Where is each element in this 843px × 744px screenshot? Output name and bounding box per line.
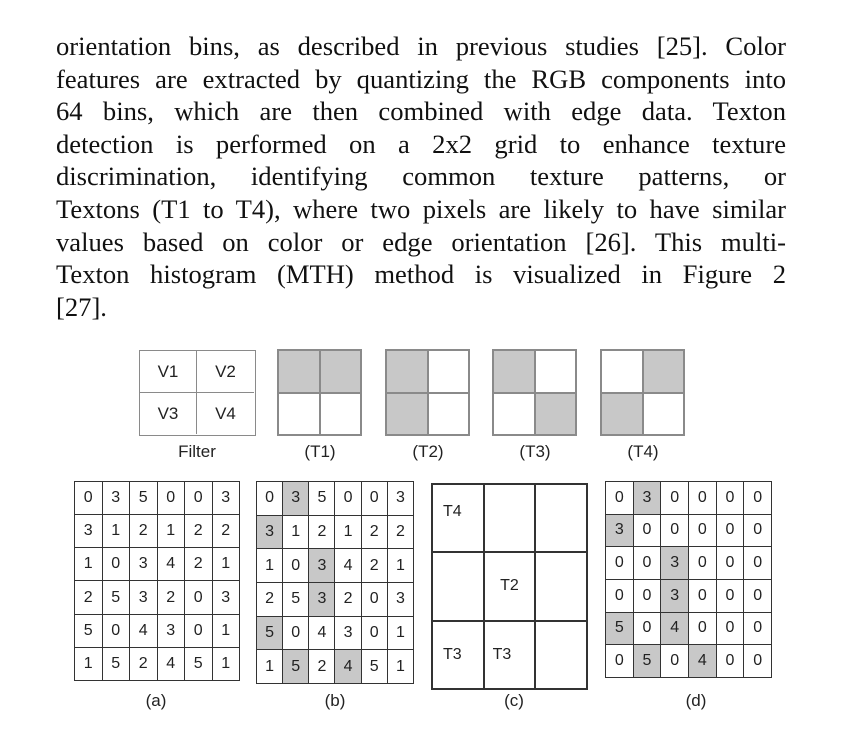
texton-caption: (T3) [519, 442, 551, 461]
texton-quadrant [601, 393, 643, 436]
grid-cell: 5 [283, 582, 309, 616]
grid-cell: 4 [309, 616, 335, 650]
texton-quadrant [278, 350, 320, 393]
grid-cell: 4 [130, 614, 158, 647]
filter-grid [139, 350, 256, 436]
grid-cell: 5 [257, 616, 283, 650]
grid-cell: 0 [633, 514, 661, 547]
grid-cell: 4 [157, 548, 185, 581]
grid-cell: 1 [283, 515, 309, 549]
paragraph-line: [27]. [56, 291, 107, 322]
grid-cell: 0 [688, 547, 716, 580]
grid-cell: 0 [716, 645, 744, 678]
grid-cell: 0 [744, 645, 772, 678]
grid-cell: 1 [75, 548, 103, 581]
grid-cell: 3 [283, 482, 309, 516]
grid-cell: 5 [361, 650, 387, 684]
grid-cell: 3 [102, 482, 130, 515]
grid-c-cell: T3 [432, 621, 484, 689]
texton-quadrant [428, 350, 470, 393]
grid-cell: 3 [661, 547, 689, 580]
grid-cell: 0 [606, 482, 634, 515]
grid-c-cell [484, 484, 536, 552]
grid-row [75, 548, 240, 581]
texton-t4 [600, 349, 685, 436]
grid-cell: 0 [744, 514, 772, 547]
body-paragraph [56, 30, 786, 323]
grid-cell: 2 [130, 647, 158, 680]
grid-b-caption: (b) [324, 691, 346, 710]
grid-cell: 4 [688, 645, 716, 678]
paragraph-line: detection is performed on a 2x2 grid to enhance texture [56, 128, 786, 159]
grid-cell: 0 [361, 616, 387, 650]
grid-cell: 2 [157, 581, 185, 614]
grid-c-cell: T2 [484, 552, 536, 620]
grid-cell: 1 [157, 515, 185, 548]
grid-cell: 1 [75, 647, 103, 680]
grid-cell: 0 [606, 645, 634, 678]
grid-cell: 5 [102, 647, 130, 680]
texton-caption: (T2) [412, 442, 444, 461]
paragraph-line: discrimination, identifying common texture patterns, or [56, 161, 786, 192]
grid-cell: 3 [633, 482, 661, 515]
grid-cell: 3 [130, 581, 158, 614]
grid-cell: 4 [335, 549, 361, 583]
texton-quadrant [278, 393, 320, 436]
texton-t1 [277, 349, 362, 436]
grid-d [605, 481, 772, 678]
texton-quadrant [320, 350, 362, 393]
grid-cell: 2 [335, 582, 361, 616]
texton-quadrant [493, 350, 535, 393]
filter-caption: Filter [178, 442, 216, 461]
grid-cell: 5 [102, 581, 130, 614]
grid-cell: 0 [283, 549, 309, 583]
texton-quadrant [428, 393, 470, 436]
grid-cell: 5 [606, 612, 634, 645]
grid-c-cell [535, 621, 587, 689]
grid-row [257, 582, 414, 616]
grid-cell: 0 [606, 579, 634, 612]
grid-cell: 3 [157, 614, 185, 647]
texton-quadrant [535, 350, 577, 393]
grid-cell: 5 [633, 645, 661, 678]
grid-row [75, 515, 240, 548]
grid-cell: 0 [633, 612, 661, 645]
texton-quadrant [643, 350, 685, 393]
grid-cell: 0 [716, 612, 744, 645]
grid-cell: 0 [688, 514, 716, 547]
grid-cell: 3 [75, 515, 103, 548]
grid-cell: 2 [309, 650, 335, 684]
grid-cell: 1 [257, 549, 283, 583]
paragraph-line: Textons (T1 to T4), where two pixels are likely to have similar [56, 193, 786, 224]
grid-cell: 3 [335, 616, 361, 650]
grid-cell: 5 [309, 482, 335, 516]
grid-cell: 0 [185, 614, 213, 647]
paragraph-line: features are extracted by quantizing the RGB components into [56, 63, 786, 94]
grid-cell: 0 [257, 482, 283, 516]
grid-cell: 3 [257, 515, 283, 549]
grid-cell: 0 [361, 482, 387, 516]
grid-cell: 1 [387, 549, 413, 583]
grid-cell: 0 [688, 579, 716, 612]
grid-cell: 0 [716, 579, 744, 612]
grid-row [257, 515, 414, 549]
grid-cell: 0 [688, 482, 716, 515]
filter-cell: V4 [215, 403, 236, 423]
grid-row [75, 482, 240, 515]
grid-cell: 0 [185, 482, 213, 515]
grid-cell: 0 [716, 514, 744, 547]
grid-a [74, 481, 240, 681]
grid-cell: 0 [744, 579, 772, 612]
grid-cell: 0 [661, 645, 689, 678]
grid-cell: 0 [185, 581, 213, 614]
grid-cell: 1 [335, 515, 361, 549]
grid-c-cell [432, 552, 484, 620]
grid-row [606, 514, 772, 547]
texton-quadrant [386, 350, 428, 393]
grid-cell: 0 [744, 612, 772, 645]
filter-cell: V1 [140, 351, 197, 393]
grid-cell: 2 [185, 548, 213, 581]
grid-cell: 4 [335, 650, 361, 684]
grid-cell: 0 [361, 582, 387, 616]
filter-cell: V2 [197, 351, 254, 393]
texton-t3 [492, 349, 577, 436]
texton-quadrant [493, 393, 535, 436]
grid-cell: 0 [661, 482, 689, 515]
grid-row [257, 482, 414, 516]
grid-cell: 5 [283, 650, 309, 684]
texton-quadrant [601, 350, 643, 393]
grid-d-caption: (d) [685, 691, 707, 710]
grid-cell: 3 [387, 582, 413, 616]
grid-cell: 0 [102, 548, 130, 581]
grid-cell: 4 [157, 647, 185, 680]
grid-a-caption: (a) [145, 691, 167, 710]
grid-row [75, 614, 240, 647]
grid-cell: 0 [283, 616, 309, 650]
grid-c-cell [535, 484, 587, 552]
grid-cell: 1 [212, 647, 240, 680]
texton-quadrant [320, 393, 362, 436]
grid-c-cell: T3 [484, 621, 536, 689]
grid-cell: 1 [257, 650, 283, 684]
grid-cell: 1 [212, 548, 240, 581]
grid-row [606, 579, 772, 612]
grid-cell: 3 [387, 482, 413, 516]
grid-row [75, 581, 240, 614]
grid-cell: 5 [75, 614, 103, 647]
grid-cell: 4 [661, 612, 689, 645]
grid-c-cell [535, 552, 587, 620]
grid-cell: 0 [744, 547, 772, 580]
grid-row [75, 647, 240, 680]
grid-cell: 3 [309, 582, 335, 616]
grid-cell: 1 [212, 614, 240, 647]
texton-t2 [385, 349, 470, 436]
grid-cell: 2 [257, 582, 283, 616]
grid-cell: 2 [75, 581, 103, 614]
texton-quadrant [535, 393, 577, 436]
grid-cell: 0 [335, 482, 361, 516]
grid-c [431, 483, 588, 690]
grid-row [606, 482, 772, 515]
grid-cell: 3 [606, 514, 634, 547]
grid-cell: 2 [130, 515, 158, 548]
texton-quadrant [643, 393, 685, 436]
texton-caption: (T4) [627, 442, 659, 461]
grid-row [257, 616, 414, 650]
texton-quadrant [386, 393, 428, 436]
paragraph-line: orientation bins, as described in previous studies [25]. Color [56, 31, 786, 61]
grid-cell: 0 [716, 482, 744, 515]
grid-b [256, 481, 414, 684]
grid-cell: 0 [716, 547, 744, 580]
grid-cell: 0 [157, 482, 185, 515]
grid-cell: 0 [744, 482, 772, 515]
grid-cell: 2 [212, 515, 240, 548]
paragraph-line: 64 bins, which are then combined with edge data. Texton [56, 96, 786, 127]
grid-row [606, 645, 772, 678]
grid-cell: 0 [661, 514, 689, 547]
grid-cell: 3 [130, 548, 158, 581]
grid-cell: 2 [361, 515, 387, 549]
grid-row [257, 650, 414, 684]
grid-cell: 5 [185, 647, 213, 680]
grid-row [606, 612, 772, 645]
grid-cell: 3 [661, 579, 689, 612]
grid-cell: 1 [387, 650, 413, 684]
grid-cell: 3 [212, 581, 240, 614]
grid-cell: 0 [102, 614, 130, 647]
grid-cell: 0 [633, 547, 661, 580]
grid-cell: 0 [606, 547, 634, 580]
grid-row [606, 547, 772, 580]
grid-cell: 2 [361, 549, 387, 583]
grid-cell: 3 [309, 549, 335, 583]
paragraph-line: Texton histogram (MTH) method is visualized in Figure 2 [56, 259, 786, 290]
grid-row [257, 549, 414, 583]
paragraph-line: values based on color or edge orientation [26]. This multi- [56, 226, 786, 257]
grid-cell: 2 [309, 515, 335, 549]
texton-caption: (T1) [304, 442, 336, 461]
grid-c-cell: T4 [432, 484, 484, 552]
filter-cell: V3 [140, 393, 197, 434]
grid-cell: 3 [212, 482, 240, 515]
grid-cell: 2 [387, 515, 413, 549]
grid-cell: 1 [387, 616, 413, 650]
grid-cell: 0 [688, 612, 716, 645]
grid-cell: 1 [102, 515, 130, 548]
grid-cell: 0 [633, 579, 661, 612]
grid-cell: 0 [75, 482, 103, 515]
grid-cell: 5 [130, 482, 158, 515]
grid-cell: 2 [185, 515, 213, 548]
grid-c-caption: (c) [504, 691, 524, 710]
